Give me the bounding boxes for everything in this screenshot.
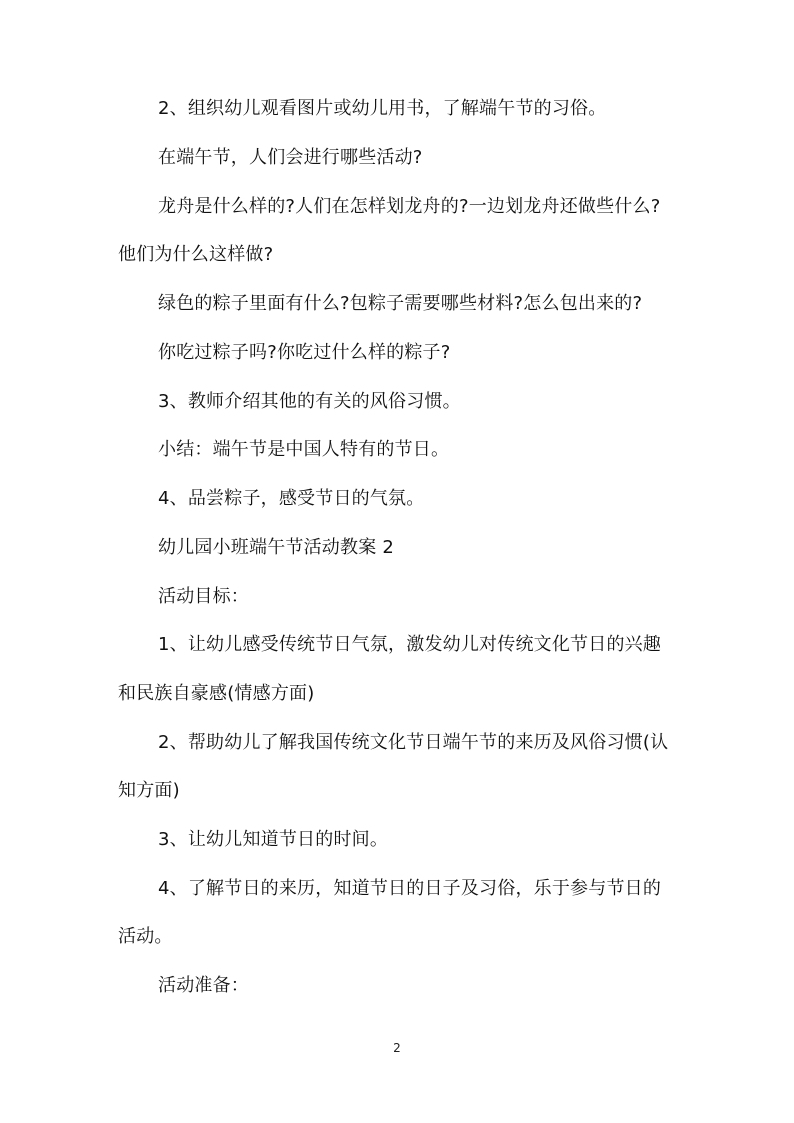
paragraph-line: 2、帮助幼儿了解我国传统文化节日端午节的来历及风俗习惯(认: [158, 732, 669, 753]
paragraph-line: 1、让幼儿感受传统节日气氛，激发幼儿对传统文化节日的兴趣: [158, 634, 662, 655]
paragraph-line: 和民族自豪感(情感方面): [118, 683, 315, 704]
paragraph-line: 龙舟是什么样的?人们在怎样划龙舟的?一边划龙舟还做些什么?: [158, 196, 661, 217]
subheading-preparation: 活动准备：: [158, 975, 249, 996]
paragraph-line: 2、组织幼儿观看图片或幼儿用书，了解端午节的习俗。: [158, 98, 607, 119]
paragraph-line: 你吃过粽子吗?你吃过什么样的粽子?: [158, 342, 451, 363]
paragraph-line: 3、让幼儿知道节日的时间。: [158, 829, 389, 850]
paragraph-line: 4、品尝粽子，感受节日的气氛。: [158, 488, 425, 509]
paragraph-line: 小结：端午节是中国人特有的节日。: [158, 439, 450, 460]
paragraph-line: 在端午节，人们会进行哪些活动?: [158, 147, 423, 168]
paragraph-line: 他们为什么这样做?: [118, 244, 274, 265]
subheading-goals: 活动目标：: [158, 586, 249, 607]
paragraph-line: 活动。: [118, 926, 173, 947]
paragraph-line: 3、教师介绍其他的有关的风俗习惯。: [158, 391, 461, 412]
section-heading: 幼儿园小班端午节活动教案 2: [158, 537, 394, 558]
paragraph-line: 4、了解节日的来历，知道节日的日子及习俗，乐于参与节日的: [158, 878, 662, 899]
paragraph-line: 绿色的粽子里面有什么?包粽子需要哪些材料?怎么包出来的?: [158, 293, 643, 314]
page-number: 2: [393, 1041, 401, 1055]
paragraph-line: 知方面): [118, 780, 180, 801]
